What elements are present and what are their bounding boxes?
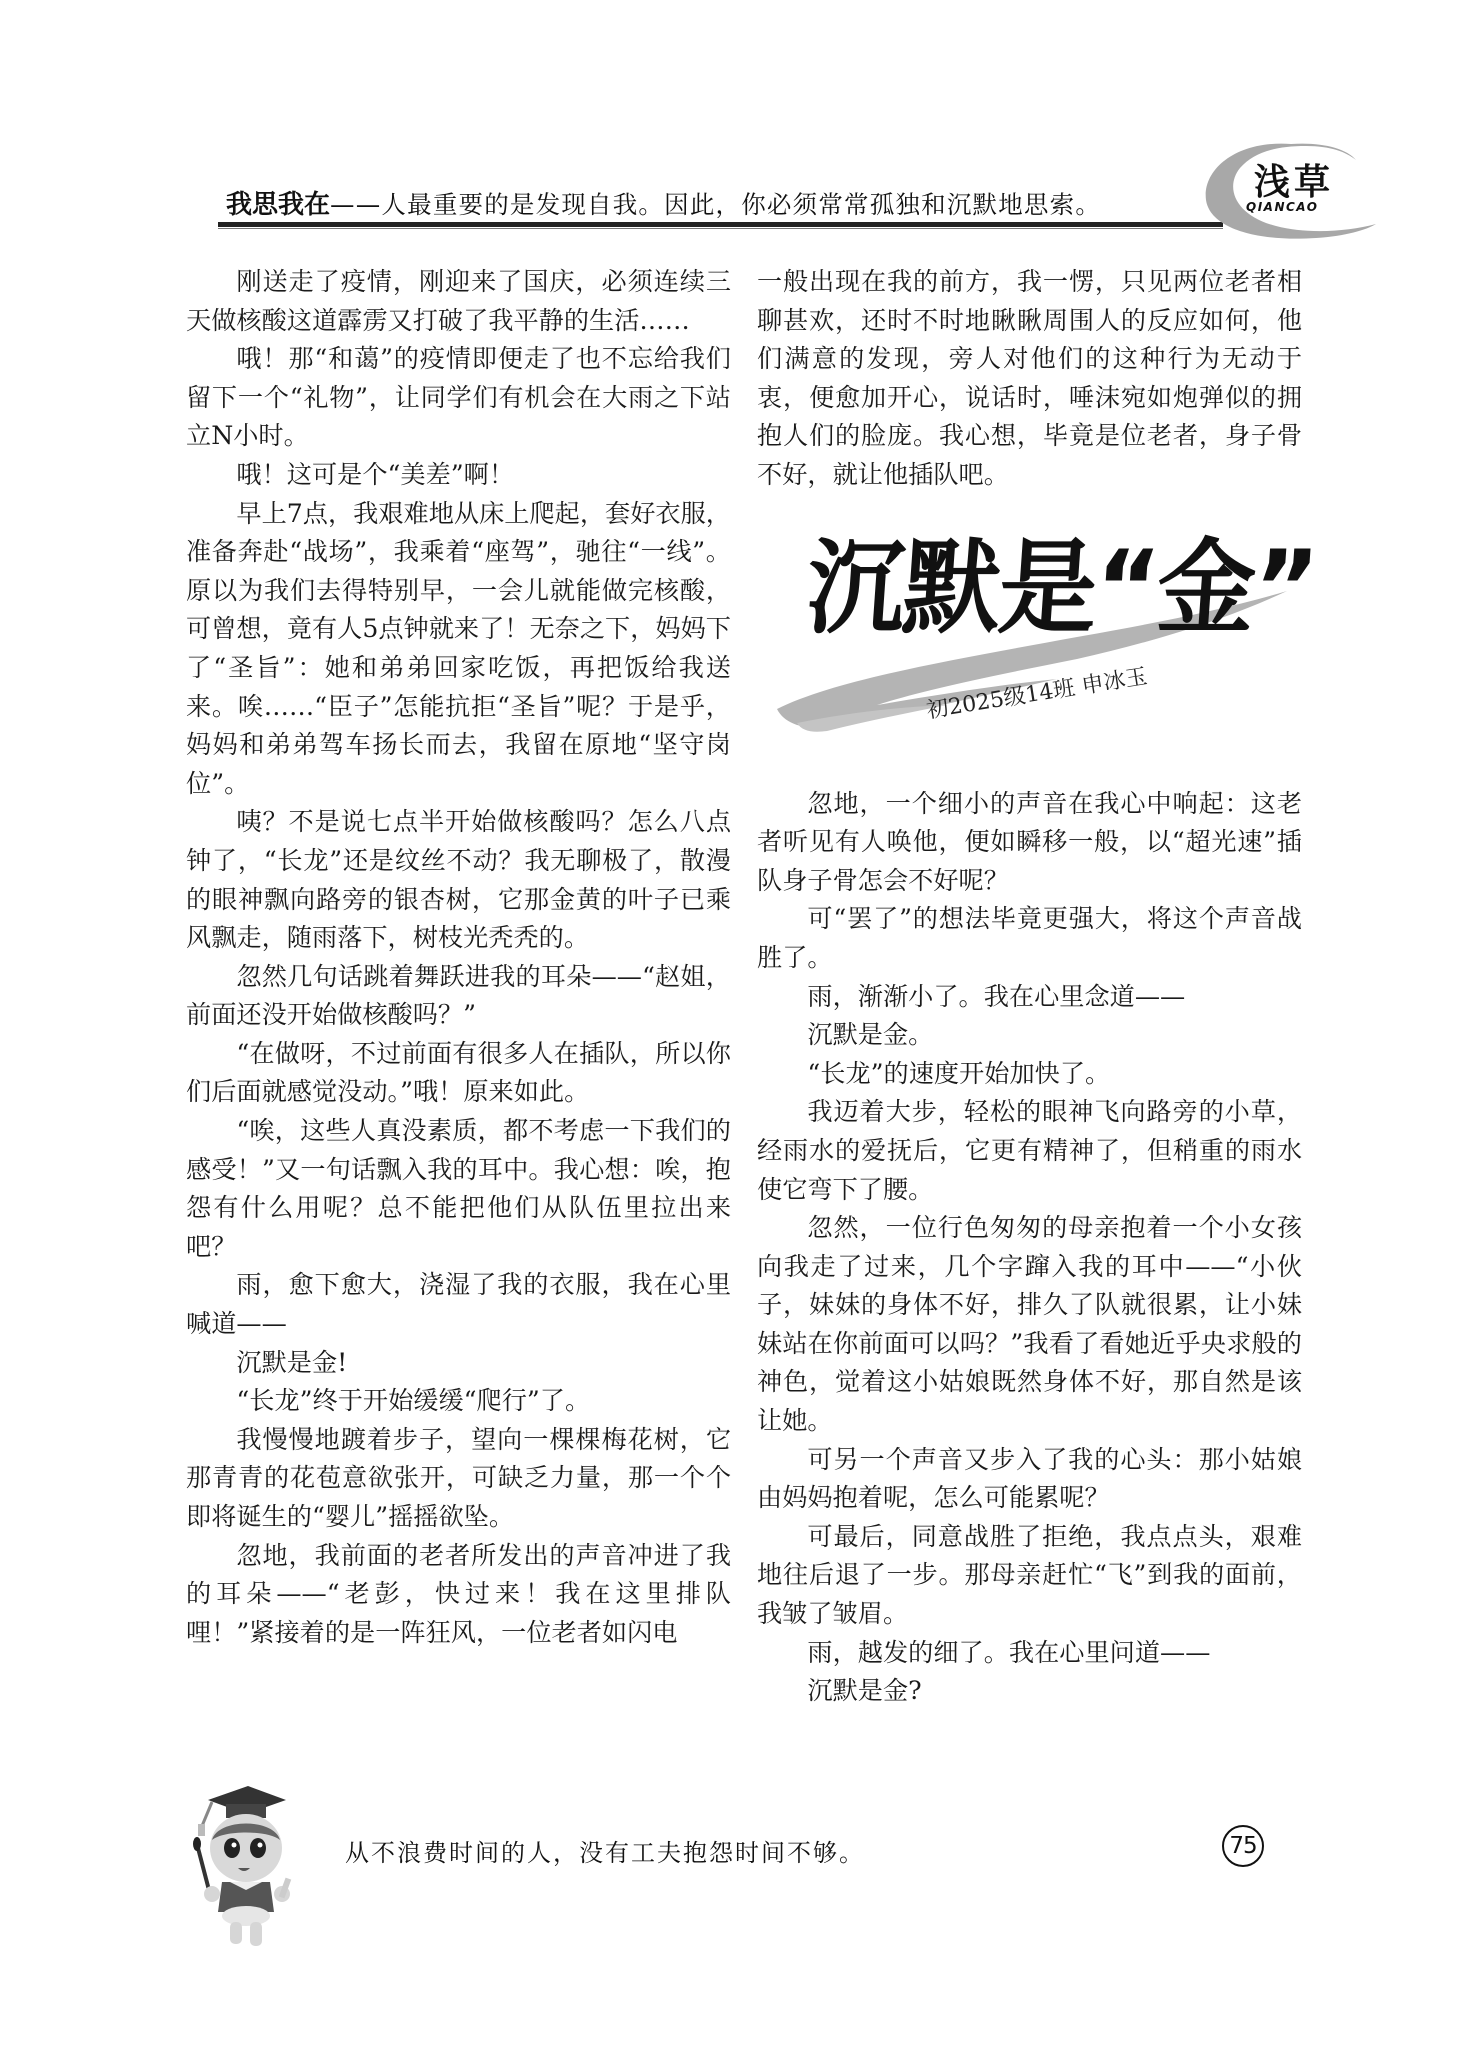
paragraph: “唉，这些人真没素质，都不考虑一下我们的感受！”又一句话飘入我的耳中。我心想：唉，抱怨有什么用呢？总不能把他们从队伍里拉出来吧？: [186, 1116, 731, 1261]
paragraph: 沉默是金?: [807, 1676, 922, 1706]
article-byline: 初2025级14班 申冰玉: [924, 663, 1150, 724]
paragraph: 我慢慢地踱着步子，望向一棵棵梅花树，它那青青的花苞意欲张开，可缺乏力量，那一个个即将诞生的“婴儿”摇摇欲坠。: [186, 1424, 731, 1531]
header-rule-thin: [218, 228, 1223, 229]
paragraph: “在做呀，不过前面有很多人在插队，所以你们后面就感觉没动。”哦！原来如此。: [186, 1038, 731, 1107]
paragraph: “长龙”终于开始缓缓“爬行”了。: [236, 1386, 591, 1416]
column-right: [757, 263, 1321, 1711]
article-title: 沉默是“金”: [802, 528, 1321, 649]
article-title-art: [757, 509, 1321, 749]
paragraph: 哦！那“和蔼”的疫情即便走了也不忘给我们留下一个“礼物”，让同学们有机会在大雨之下站立N小时。: [186, 344, 731, 451]
paragraph: 哦！这可是个“美差”啊！: [236, 459, 515, 489]
paragraph: 刚送走了疫情，刚迎来了国庆，必须连续三天做核酸这道霹雳又打破了我平静的生活……: [186, 267, 731, 335]
page-number: 75: [1222, 1825, 1264, 1867]
paragraph: 雨，愈下愈大，浇湿了我的衣服，我在心里喊道——: [186, 1270, 731, 1339]
column-left: [186, 263, 731, 1652]
header-motto-text: ——人最重要的是发现自我。因此，你必须常常孤独和沉默地思索。: [330, 190, 1102, 219]
paragraph: 雨，越发的细了。我在心里问道——: [807, 1637, 1211, 1667]
header-motto: [226, 184, 1101, 221]
paragraph: 沉默是金。: [807, 1020, 934, 1050]
paragraph: 忽地，我前面的老者所发出的声音冲进了我的耳朵——“老彭，快过来！我在这里排队哩！”紧接着的是一阵狂风，一位老者如闪电: [186, 1540, 731, 1647]
paragraph: 雨，渐渐小了。我在心里念道——: [807, 981, 1186, 1011]
running-header: [218, 180, 1228, 230]
magazine-logo: [1196, 130, 1396, 250]
mascot-graduate-icon: [178, 1778, 308, 1953]
paragraph: 忽地，一个细小的声音在我心中响起：这老者听见有人唤他，便如瞬移一般，以“超光速”插队身子骨怎会不好呢？: [757, 788, 1302, 895]
paragraph: “长龙”的速度开始加快了。: [807, 1058, 1111, 1088]
paragraph: 早上7点，我艰难地从床上爬起，套好衣服，准备奔赴“战场”，我乘着“座驾”，驰往“一线”。原以为我们去得特别早，一会儿就能做完核酸，可曾想，竟有人5点钟就来了！无奈之下，妈妈下了“圣旨”：她和弟弟回家吃饭，再把饭给我送来。唉……“臣子”怎能抗拒“圣旨”呢？于是乎，妈妈和弟弟驾车扬长而去，我留在原地“坚守岗位”。: [186, 498, 731, 798]
paragraph: 忽然，一位行色匆匆的母亲抱着一个小女孩向我走了过来，几个字蹿入我的耳中——“小伙子，妹妹的身体不好，排久了队就很累，让小妹妹站在你前面可以吗？”我看了看她近乎央求般的神色，觉着这小姑娘既然身体不好，那自然是该让她。: [757, 1213, 1302, 1436]
logo-chinese: 浅草: [1254, 162, 1335, 203]
logo-english: QIANCAO: [1246, 200, 1319, 214]
paragraph: 可“罢了”的想法毕竟更强大，将这个声音战胜了。: [757, 904, 1302, 972]
paragraph: 沉默是金!: [236, 1347, 348, 1377]
header-rule: [218, 222, 1223, 227]
paragraph: 咦？不是说七点半开始做核酸吗？怎么八点钟了，“长龙”还是纹丝不动？我无聊极了，散漫的眼神飘向路旁的银杏树，它那金黄的叶子已乘风飘走，随雨落下，树枝光秃秃的。: [186, 807, 731, 953]
paragraph: 忽然几句话跳着舞跃进我的耳朵——“赵姐，前面还没开始做核酸吗？”: [186, 961, 731, 1030]
paragraph-continued: 一般出现在我的前方，我一愣，只见两位老者相聊甚欢，还时不时地瞅瞅周围人的反应如何，他们满意的发现，旁人对他们的这种行为无动于衷，便愈加开心，说话时，唾沫宛如炮弹似的拥抱人们的脸庞。我心想，毕竟是位老者，身子骨不好，就让他插队吧。: [757, 267, 1302, 489]
paragraph: 可最后，同意战胜了拒绝，我点点头，艰难地往后退了一步。那母亲赶忙“飞”到我的面前，我皱了皱眉。: [757, 1521, 1302, 1629]
footer-quote: 从不浪费时间的人，没有工夫抱怨时间不够。: [345, 1839, 865, 1867]
paragraph: 可另一个声音又步入了我的心头：那小姑娘由妈妈抱着呢，怎么可能累呢？: [757, 1444, 1302, 1513]
header-motto-lead: 我思我在: [226, 190, 331, 220]
paragraph: 我迈着大步，轻松的眼神飞向路旁的小草，经雨水的爱抚后，它更有精神了，但稍重的雨水使它弯下了腰。: [757, 1097, 1302, 1204]
